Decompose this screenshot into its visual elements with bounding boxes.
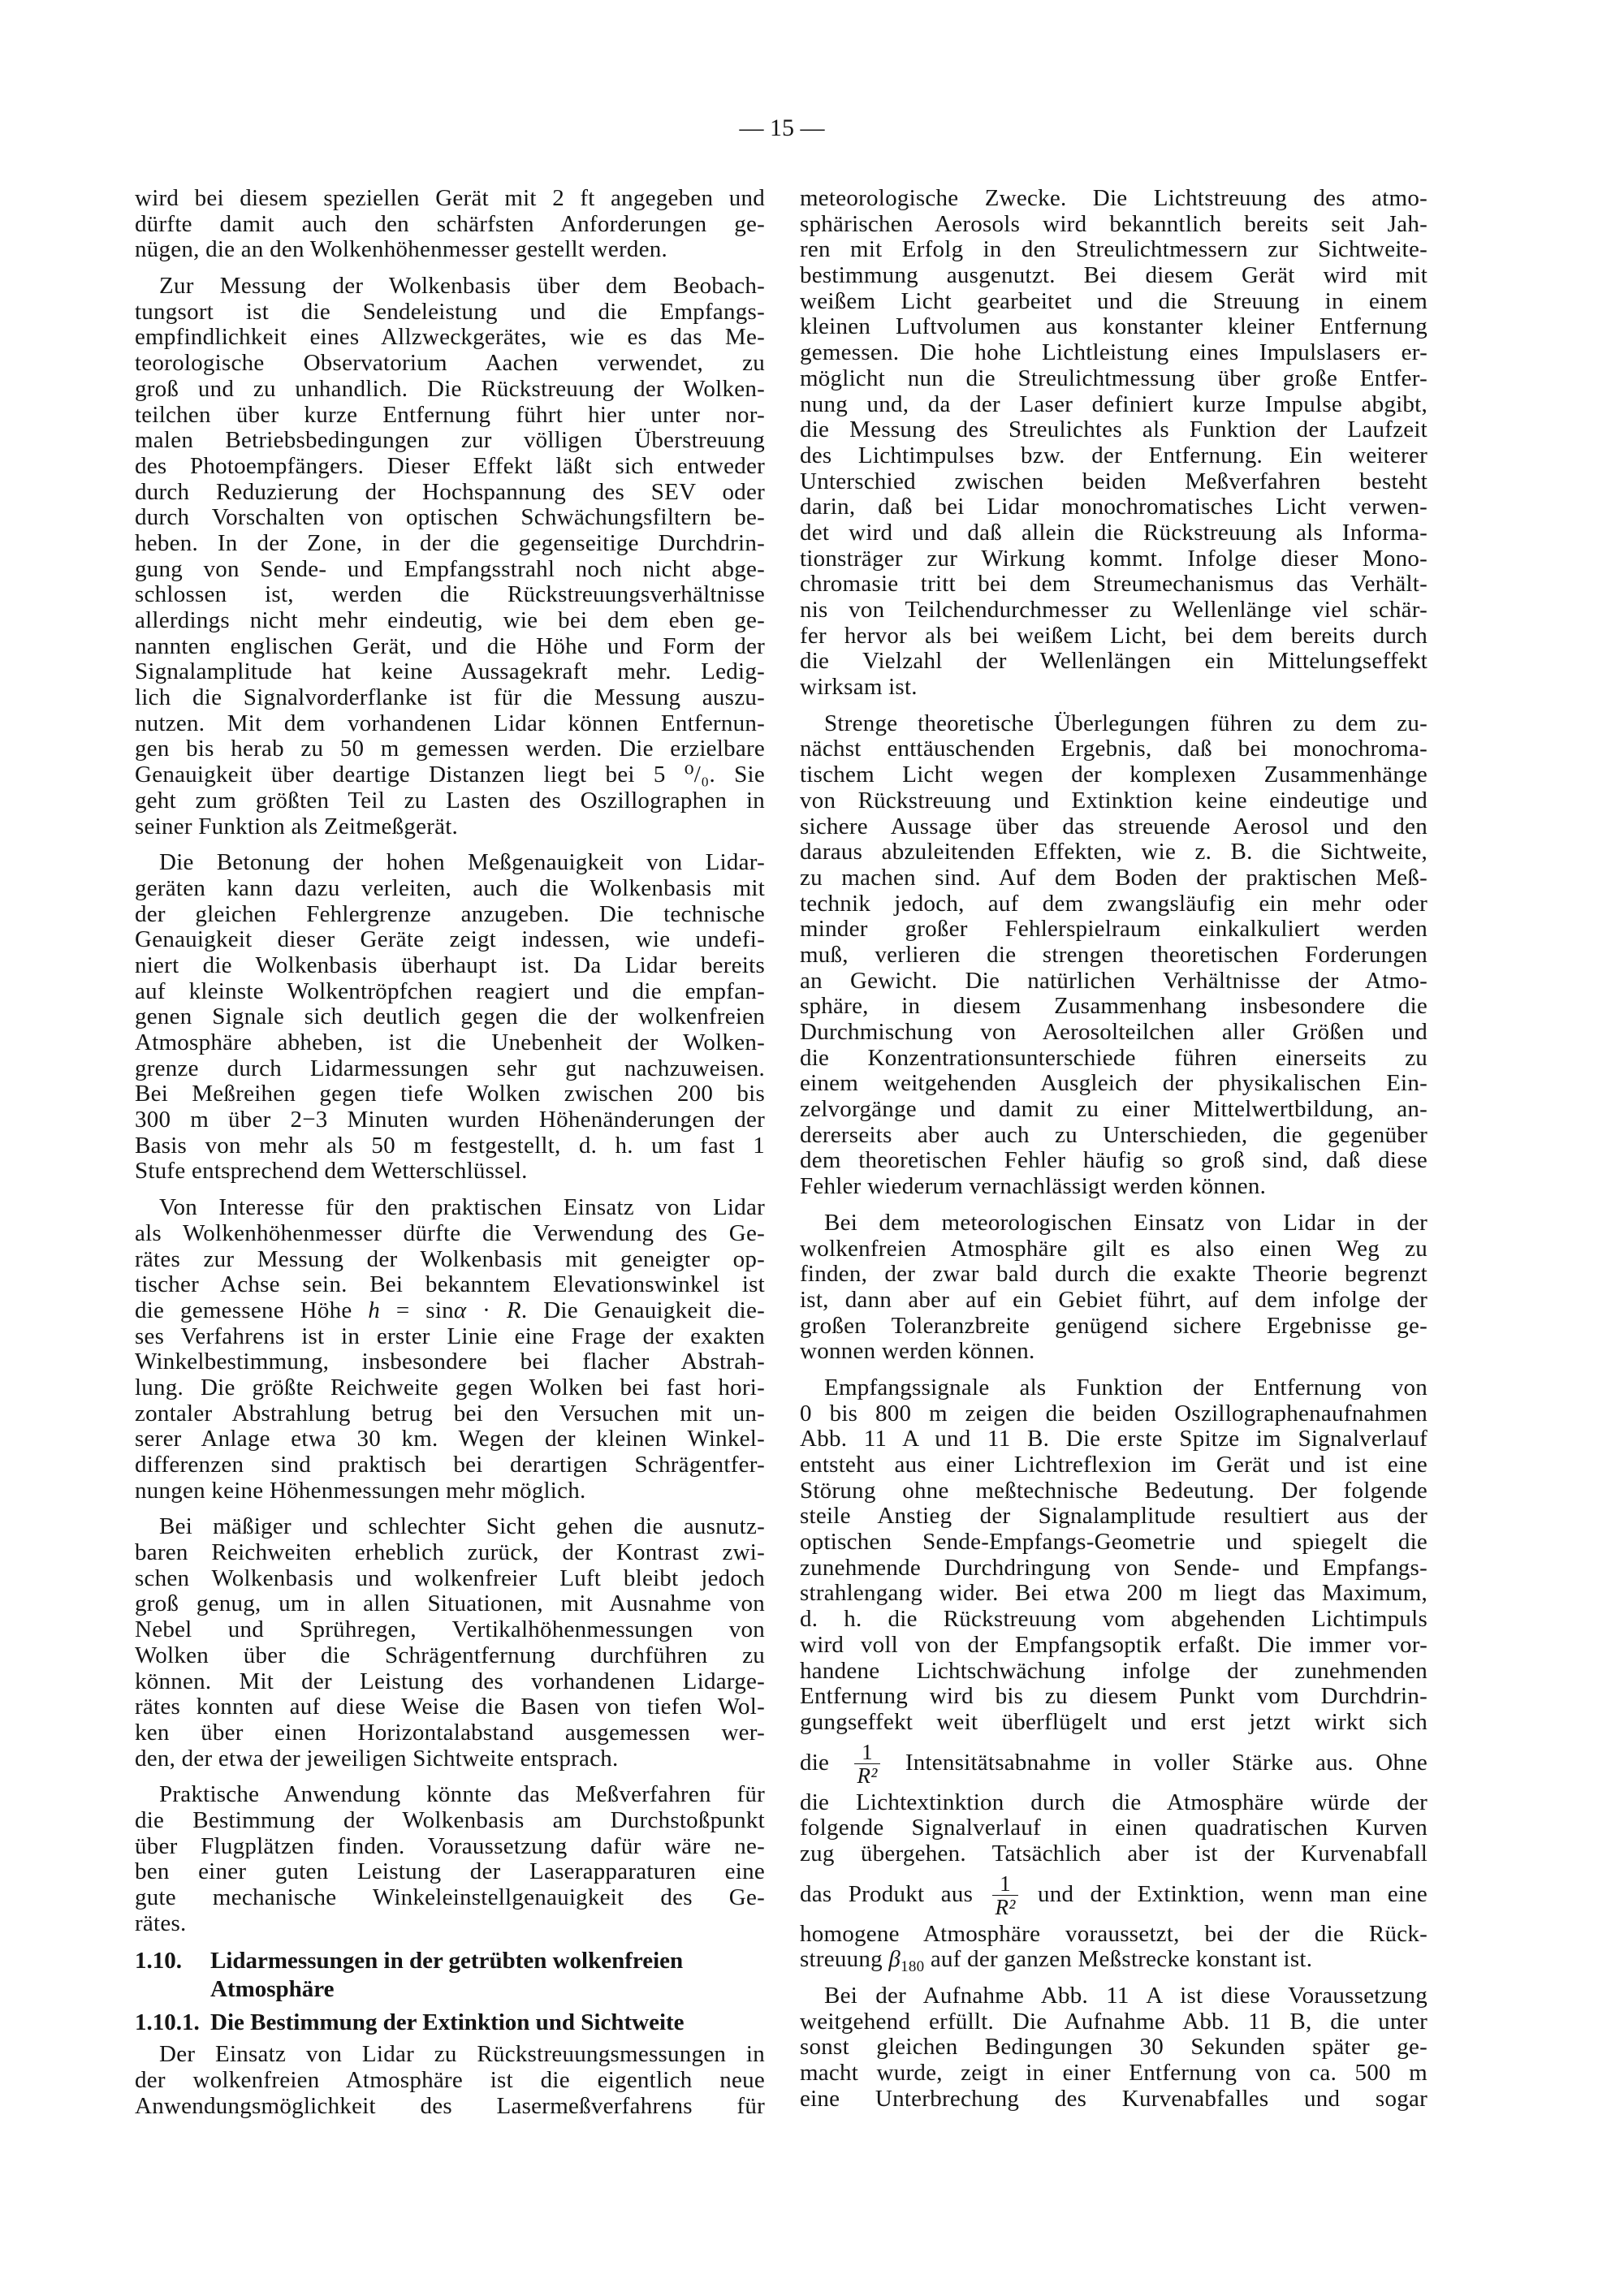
text-line: der wolkenfreien Atmosphäre ist die eigentlich neue <box>135 2068 765 2094</box>
text-line: zunehmende Durchdringung von Sende- und Empfangs- <box>800 1555 1427 1581</box>
text-line: zontaler Abstrahlung betrug bei den Versuchen mit un- <box>135 1400 765 1426</box>
text-line: macht wurde, zeigt in einer Entfernung von ca. 500 m <box>800 2061 1427 2087</box>
text-line: die Messung des Streulichtes als Funktion der Laufzeit <box>800 417 1427 443</box>
text-line: Anwendungsmöglichkeit des Lasermeßverfahrens für <box>135 2093 765 2119</box>
text-segment: · <box>466 1297 507 1323</box>
text-line: Bei Meßreihen gegen tiefe Wolken zwischen 200 bis <box>135 1081 765 1107</box>
page-number: — 15 — <box>739 114 825 141</box>
text-line: Entfernung wird bis zu diesem Punkt vom Durchdrin- <box>800 1684 1427 1710</box>
text-line: Unterschied zwischen beiden Meßverfahren besteht <box>800 468 1427 494</box>
text-line: Bei der Aufnahme Abb. 11 A ist diese Voraussetzung <box>824 1983 1427 2009</box>
text-line: auf kleinste Wolkentröpfchen reagiert und die empfan- <box>135 978 765 1004</box>
paragraph <box>135 2042 765 2119</box>
text-line: tionsträger zur Wirkung kommt. Infolge dieser Mono- <box>800 546 1427 572</box>
paragraph <box>135 186 765 263</box>
text-line: können. Mit der Leistung des vorhandenen Lidarge- <box>135 1668 765 1694</box>
text-line: des Lichtimpulses bzw. der Entfernung. Ein weiterer <box>800 442 1427 468</box>
text-line: chromasie tritt bei dem Streumechanismus das Verhält- <box>800 572 1427 598</box>
paragraph <box>800 1983 1427 2112</box>
text-line: Störung ohne meßtechnische Bedeutung. Der folgende <box>800 1478 1427 1504</box>
text-line: Bei mäßiger und schlechter Sicht gehen die ausnutz- <box>159 1514 765 1540</box>
text-line: Der Einsatz von Lidar zu Rückstreuungsmessungen in <box>159 2042 765 2068</box>
text-line: über Flugplätzen finden. Voraussetzung dafür wäre ne- <box>135 1833 765 1859</box>
text-line: 0 bis 800 m zeigen die beiden Oszillographenaufnahmen <box>800 1400 1427 1426</box>
text-line: Durchmischung von Aerosolteilchen aller Größen und <box>800 1020 1427 1045</box>
text-line: durch Vorschalten von optischen Schwächungsfiltern be- <box>135 505 765 531</box>
text-line: Empfangssignale als Funktion der Entfernung von <box>824 1375 1427 1400</box>
text-segment: Intensitätsabnahme in voller Stärke aus. Ohne <box>905 1749 1427 1776</box>
text-line: groß genug, um in allen Situationen, mit Ausnahme von <box>135 1591 765 1617</box>
text-line: strahlengang wider. Bei etwa 200 m liegt das Maximum, <box>800 1581 1427 1607</box>
paragraph <box>135 850 765 1185</box>
text-line: der gleichen Fehlergrenze anzugeben. Die technische <box>135 901 765 927</box>
text-line: Fehler wiederum vernachlässigt werden können. <box>800 1174 1267 1200</box>
text-line: nannten englischen Gerät, und die Höhe und Form der <box>135 633 765 659</box>
text-line: dem theoretischen Fehler häufig so groß sind, daß diese <box>800 1148 1427 1174</box>
text-segment: die <box>800 1749 830 1776</box>
text-segment: die gemessene Höhe <box>135 1297 369 1323</box>
text-line: seiner Funktion als Zeitmeßgerät. <box>135 814 459 839</box>
text-line: ben einer guten Leistung der Laserapparaturen eine <box>135 1859 765 1885</box>
text-line: nungen keine Höhenmessungen mehr möglich. <box>135 1478 586 1504</box>
fraction-denominator: R² <box>992 1895 1017 1918</box>
text-segment: auf der ganzen Meßstrecke konstant ist. <box>924 1947 1313 1973</box>
text-line: Die Betonung der hohen Meßgenauigkeit von Lidar- <box>159 850 765 876</box>
paragraph <box>135 1195 765 1504</box>
text-line: die Bestimmung der Wolkenbasis am Durchstoßpunkt <box>135 1807 765 1833</box>
text-line: durch Reduzierung der Hochspannung des SEV oder <box>135 479 765 505</box>
text-line: ken über einen Horizontalabstand ausgemessen wer- <box>135 1720 765 1746</box>
paragraph <box>135 1782 765 1936</box>
text-segment: das Produkt aus <box>800 1880 974 1907</box>
text-line: möglicht nun die Streulichtmessung über große Entfer- <box>800 365 1427 391</box>
text-line: zelvorgänge und damit zu einer Mittelwertbildung, an- <box>800 1097 1427 1123</box>
math-subscript: 180 <box>901 1958 925 1973</box>
text-line: grenze durch Lidarmessungen sehr gut nachzuweisen. <box>135 1055 765 1081</box>
paragraph <box>135 1514 765 1772</box>
text-line: den, der etwa der jeweiligen Sichtweite entsprach. <box>135 1746 619 1772</box>
text-line: wird bei diesem speziellen Gerät mit 2 ft angegeben und <box>135 186 765 211</box>
text-line: ist, dann aber auf ein Gebiet führt, auf dem infolge der <box>800 1287 1427 1313</box>
text-line: von Rückstreuung und Extinktion keine eindeutige und <box>800 788 1427 814</box>
text-line: geräten kann dazu verleiten, auch die Wolkenbasis mit <box>135 875 765 901</box>
text-line: lich die Signalvorderflanke ist für die Messung auszu- <box>135 685 765 711</box>
fraction-denominator: R² <box>854 1763 879 1787</box>
text-line: teorologische Observatorium Aachen verwendet, zu <box>135 351 765 377</box>
text-line: einem weitgehenden Ausgleich der physikalischen Ein- <box>800 1071 1427 1097</box>
text-line: zu machen sind. Auf dem Boden der praktischen Meß- <box>800 865 1427 891</box>
text-line: Zur Messung der Wolkenbasis über dem Beobach- <box>159 274 765 300</box>
text-line: genen Signale sich deutlich gegen die der wolkenfreien <box>135 1004 765 1030</box>
section-heading <box>135 1947 765 2004</box>
text-line: homogene Atmosphäre voraussetzt, bei der die Rück- <box>800 1921 1427 1947</box>
text-line: Von Interesse für den praktischen Einsatz von Lidar <box>159 1195 765 1221</box>
text-line: gemessen. Die hohe Lichtleistung eines Impulslasers er- <box>800 340 1427 366</box>
text-line: geht zum größten Teil zu Lasten des Oszillographen in <box>135 788 765 814</box>
text-line: Stufe entsprechend dem Wetterschlüssel. <box>135 1159 528 1185</box>
text-line: rätes zur Messung der Wolkenbasis mit geneigter op- <box>135 1246 765 1272</box>
section-title-line: Atmosphäre <box>210 1976 335 2003</box>
text-line: handene Lichtschwächung infolge der zunehmenden <box>800 1658 1427 1684</box>
text-line: nächst enttäuschenden Ergebnis, daß bei monochroma- <box>800 736 1427 762</box>
text-line: d. h. die Rückstreuung vom abgehenden Lichtimpuls <box>800 1607 1427 1633</box>
math-symbol: α <box>453 1297 467 1323</box>
text-line <box>800 1867 1427 1922</box>
text-line: rätes. <box>135 1910 187 1936</box>
text-line: Atmosphäre abheben, ist die Unebenheit der Wolken- <box>135 1030 765 1055</box>
text-line: niert die Wolkenbasis überhaupt ist. Da Lidar bereits <box>135 952 765 978</box>
section-title-line: Lidarmessungen in der getrübten wolkenfreien <box>210 1948 684 1974</box>
math-symbol: R <box>506 1297 521 1323</box>
text-line: sonst gleichen Bedingungen 30 Sekunden später ge- <box>800 2035 1427 2061</box>
text-line: teilchen über kurze Entfernung führt hier unter nor- <box>135 402 765 428</box>
text-line: Strenge theoretische Überlegungen führen zu dem zu- <box>824 710 1427 736</box>
text-line: die Vielzahl der Wellenlängen ein Mittelungseffekt <box>800 649 1427 675</box>
text-line: steile Anstieg der Signalamplitude resultiert aus der <box>800 1504 1427 1530</box>
text-line: heben. In der Zone, in der die gegenseitige Durchdrin- <box>135 530 765 556</box>
fraction-numerator: 1 <box>862 1740 873 1765</box>
text-line: minder großer Fehlerspielraum einkalkuliert werden <box>800 917 1427 943</box>
math-fraction <box>992 1872 1017 1918</box>
paragraph <box>800 711 1427 1200</box>
text-line: wolkenfreien Atmosphäre gilt es also einen Weg zu <box>800 1236 1427 1262</box>
text-line: wonnen werden können. <box>800 1339 1035 1365</box>
text-line: sichere Aussage über das streuende Aerosol und den <box>800 814 1427 839</box>
text-line: sphäre, in diesem Zusammenhang insbesondere die <box>800 994 1427 1020</box>
text-line: differenzen sind praktisch bei derartigen Schrägentfer- <box>135 1452 765 1478</box>
section-heading <box>135 2009 765 2037</box>
text-line: optischen Sende-Empfangs-Geometrie und spiegelt die <box>800 1530 1427 1556</box>
text-line: gung von Sende- und Empfangsstrahl noch nicht abge- <box>135 556 765 582</box>
text-line: meteorologische Zwecke. Die Lichtstreuung des atmo- <box>800 186 1427 211</box>
text-line: großen Toleranzbreite genügend sichere Ergebnisse ge- <box>800 1313 1427 1339</box>
text-line: eine Unterbrechung des Kurvenabfalles und sogar <box>800 2086 1427 2112</box>
text-line: det wird und daß allein die Rückstreuung als Informa- <box>800 520 1427 546</box>
section-title <box>210 2009 765 2037</box>
text-line: darin, daß bei Lidar monochromatisches Licht verwen- <box>800 494 1427 520</box>
text-line: gute mechanische Winkeleinstellgenauigkeit des Ge- <box>135 1885 765 1910</box>
paragraph <box>800 186 1427 701</box>
text-line: empfindlichkeit eines Allzweckgerätes, wie es das Me- <box>135 325 765 351</box>
text-line: 300 m über 2−3 Minuten wurden Höhenänderungen der <box>135 1107 765 1133</box>
text-line: muß, verlieren die strengen theoretischen Forderungen <box>800 942 1427 968</box>
text-line: die Lichtextinktion durch die Atmosphäre würde der <box>800 1789 1427 1815</box>
text-line: schen Wolkenbasis und wolkenfreier Luft bleibt jedoch <box>135 1565 765 1591</box>
text-line: ren mit Erfolg in den Streulichtmessern zur Sichtweite- <box>800 237 1427 263</box>
text-line: zug übergehen. Tatsächlich aber ist der Kurvenabfall <box>800 1841 1427 1867</box>
text-line: als Wolkenhöhenmesser dürfte die Verwendung des Ge- <box>135 1220 765 1246</box>
text-line: malen Betriebsbedingungen zur völligen Überstreuung <box>135 428 765 454</box>
text-line: baren Reichweiten erheblich zurück, der Kontrast zwi- <box>135 1540 765 1566</box>
text-line: kleinen Luftvolumen aus konstanter kleiner Entfernung <box>800 314 1427 340</box>
math-symbol: β <box>888 1947 901 1973</box>
text-line: Winkelbestimmung, insbesondere bei flacher Abstrah- <box>135 1349 765 1375</box>
text-line: groß und zu unhandlich. Die Rückstreuung der Wolken- <box>135 376 765 402</box>
text-line: schlossen ist, werden die Rückstreuungsverhältnisse <box>135 582 765 608</box>
text-line: entsteht aus einer Lichtreflexion im Gerät und ist eine <box>800 1452 1427 1478</box>
text-line: nügen, die an den Wolkenhöhenmesser gestellt werden. <box>135 237 667 263</box>
section-title-line: Die Bestimmung der Extinktion und Sichtweite <box>210 2009 685 2036</box>
text-segment: und der Extinktion, wenn man eine <box>1037 1880 1427 1907</box>
text-line: rätes konnten auf diese Weise die Basen von tiefen Wol- <box>135 1694 765 1720</box>
paragraph <box>135 274 765 839</box>
text-line: Praktische Anwendung könnte das Meßverfahren für <box>159 1782 765 1808</box>
text-line: weißem Licht gearbeitet und die Streuung in einem <box>800 288 1427 314</box>
text-line: serer Anlage etwa 30 km. Wegen der kleinen Winkel- <box>135 1426 765 1452</box>
text-line: bestimmung ausgenutzt. Bei diesem Gerät wird mit <box>800 263 1427 289</box>
text-line: dererseits aber auch zu Unterschieden, die gegenüber <box>800 1122 1427 1148</box>
fraction-numerator: 1 <box>1000 1871 1011 1897</box>
text-line <box>135 1298 765 1324</box>
text-line: wird voll von der Empfangsoptik erfaßt. Die immer vor- <box>800 1632 1427 1658</box>
paragraph <box>800 1375 1427 1973</box>
math-fraction <box>854 1741 879 1787</box>
text-line <box>800 1736 1427 1790</box>
text-segment: = sin <box>380 1297 454 1323</box>
text-line: tischer Achse sein. Bei bekanntem Elevationswinkel ist <box>135 1272 765 1298</box>
text-line: nung und, da der Laser definiert kurze Impulse abgibt, <box>800 391 1427 417</box>
text-line: folgende Signalverlauf in einen quadratischen Kurven <box>800 1815 1427 1841</box>
text-line: gen bis herab zu 50 m gemessen werden. Die erzielbare <box>135 736 765 762</box>
text-line: wirksam ist. <box>800 675 918 701</box>
text-line: allerdings nicht mehr eindeutig, wie bei dem eben ge- <box>135 608 765 633</box>
text-line: Nebel und Sprühregen, Vertikalhöhenmessungen von <box>135 1617 765 1643</box>
text-line: Wolken über die Schrägentfernung durchführen zu <box>135 1642 765 1668</box>
text-line: nis von Teilchendurchmesser zu Wellenlänge viel schär- <box>800 598 1427 623</box>
text-line: weitgehend erfüllt. Die Aufnahme Abb. 11 B, die unter <box>800 2009 1427 2035</box>
text-line: sphärischen Aerosols wird bekanntlich bereits seit Jah- <box>800 211 1427 237</box>
text-line: technik jedoch, auf dem zwangsläufig ein mehr oder <box>800 891 1427 917</box>
text-line: Genauigkeit dieser Geräte zeigt indessen, wie undefi- <box>135 927 765 953</box>
text-line: dürfte damit auch den schärfsten Anforderungen ge- <box>135 211 765 237</box>
text-line: Signalamplitude hat keine Aussagekraft mehr. Ledig- <box>135 659 765 685</box>
text-line: Bei dem meteorologischen Einsatz von Lidar in der <box>824 1210 1427 1236</box>
text-line: daraus abzuleitenden Effekten, wie z. B. die Sichtweite, <box>800 839 1427 865</box>
text-line: an Gewicht. Die natürlichen Verhältnisse der Atmo- <box>800 968 1427 994</box>
text-line: nutzen. Mit dem vorhandenen Lidar können Entfernun- <box>135 710 765 736</box>
section-number: 1.10.1. <box>135 2009 200 2036</box>
text-line: Basis von mehr als 50 m festgestellt, d. h. um fast 1 <box>135 1133 765 1159</box>
text-line: die Konzentrationsunterschiede führen einerseits zu <box>800 1045 1427 1071</box>
left-column <box>135 186 765 2130</box>
paragraph <box>800 1211 1427 1365</box>
text-line: lung. Die größte Reichweite gegen Wolken bei fast hori- <box>135 1375 765 1400</box>
text-line: tischem Licht wegen der komplexen Zusammenhänge <box>800 762 1427 788</box>
right-column <box>800 186 1427 2122</box>
text-segment: . Die Genauigkeit die- <box>520 1297 765 1323</box>
text-line: fer hervor als bei weißem Licht, bei dem bereits durch <box>800 623 1427 649</box>
section-title <box>210 1947 765 2004</box>
text-segment: streuung <box>800 1947 889 1973</box>
text-line: des Photoempfängers. Dieser Effekt läßt sich entweder <box>135 453 765 479</box>
text-line <box>800 1947 1427 1973</box>
text-line: tungsort ist die Sendeleistung und die Empfangs- <box>135 299 765 325</box>
text-line: finden, der zwar bald durch die exakte Theorie begrenzt <box>800 1262 1427 1288</box>
text-line: Abb. 11 A und 11 B. Die erste Spitze im Signalverlauf <box>800 1426 1427 1452</box>
text-line: Genauigkeit über deartige Distanzen liegt bei 5 ⁰/₀. Sie <box>135 762 765 788</box>
text-line: gungseffekt weit überflügelt und erst jetzt wirkt sich <box>800 1709 1427 1735</box>
text-line: ses Verfahrens ist in erster Linie eine Frage der exakten <box>135 1323 765 1349</box>
math-symbol: h <box>368 1297 381 1323</box>
section-number: 1.10. <box>135 1948 182 1974</box>
